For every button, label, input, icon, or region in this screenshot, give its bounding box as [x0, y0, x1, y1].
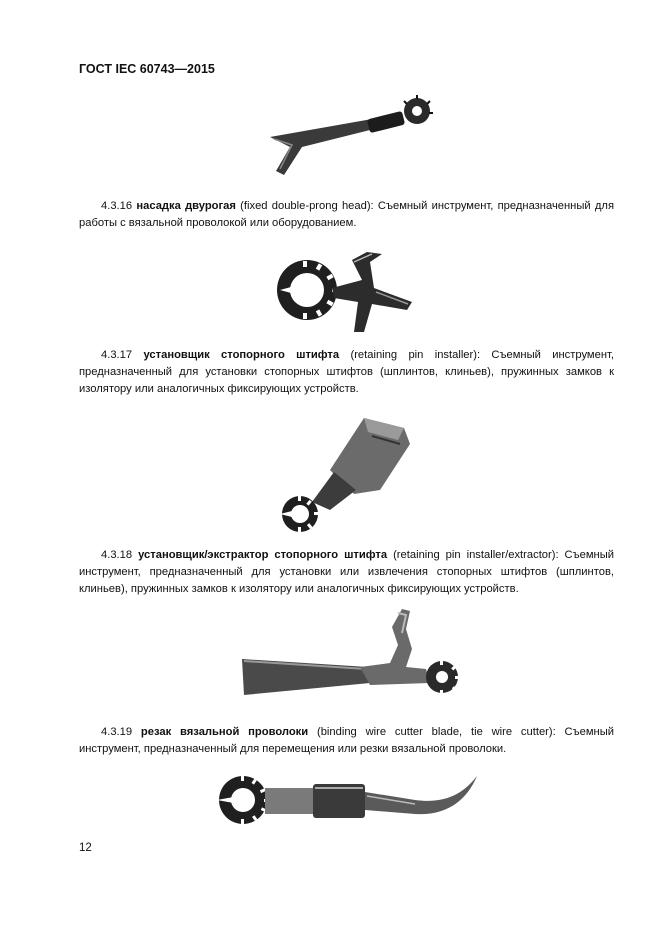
section-term: резак вязальной проволоки: [140, 726, 309, 738]
section-term: установщик/экстрактор стопорного штифта: [138, 549, 388, 561]
document-header: ГОСТ IEC 60743—2015: [79, 62, 215, 76]
section-text: (fixed double-prong head): Съемный инструмент, предназначенный для работы с вязальной проволокой или оборудованием.: [79, 200, 615, 229]
section-term: насадка двурогая: [136, 200, 236, 212]
section-4-3-18: [79, 547, 614, 598]
section-number: 4.3.18: [101, 549, 133, 561]
section-number: 4.3.17: [101, 349, 133, 361]
double-prong-head-image: [262, 93, 440, 183]
section-number: 4.3.19: [101, 726, 133, 738]
installer-extractor-hook-image: [240, 605, 465, 705]
section-text: (retaining pin installer): Съемный инструмент, предназначенный для установки стопорных штифтов (шплинтов, клиньев), пружинных замков к изолятору или аналогичных фиксирующих устройств.: [79, 349, 614, 395]
page-number: 12: [79, 842, 92, 854]
section-4-3-17: [79, 347, 614, 398]
section-term: установщик стопорного штифта: [143, 349, 340, 361]
section-number: 4.3.16: [101, 200, 133, 212]
retaining-pin-installer-image: [272, 240, 422, 340]
section-4-3-16: [79, 198, 614, 232]
section-4-3-19: [79, 724, 614, 758]
section-text: (retaining pin installer/extractor): Съемный инструмент, предназначенный для установки или извлечения стопорных штифтов (шплинтов, клиньев), пружинных замков к изолятору или аналогичных фиксирующих устройств.: [79, 549, 615, 595]
binding-wire-cutter-image: [215, 770, 480, 830]
retaining-pin-installer-extractor-image: [272, 410, 422, 532]
section-text: (binding wire cutter blade, tie wire cutter): Съемный инструмент, предназначенный для перемещения или резки вязальной проволоки.: [79, 726, 614, 755]
